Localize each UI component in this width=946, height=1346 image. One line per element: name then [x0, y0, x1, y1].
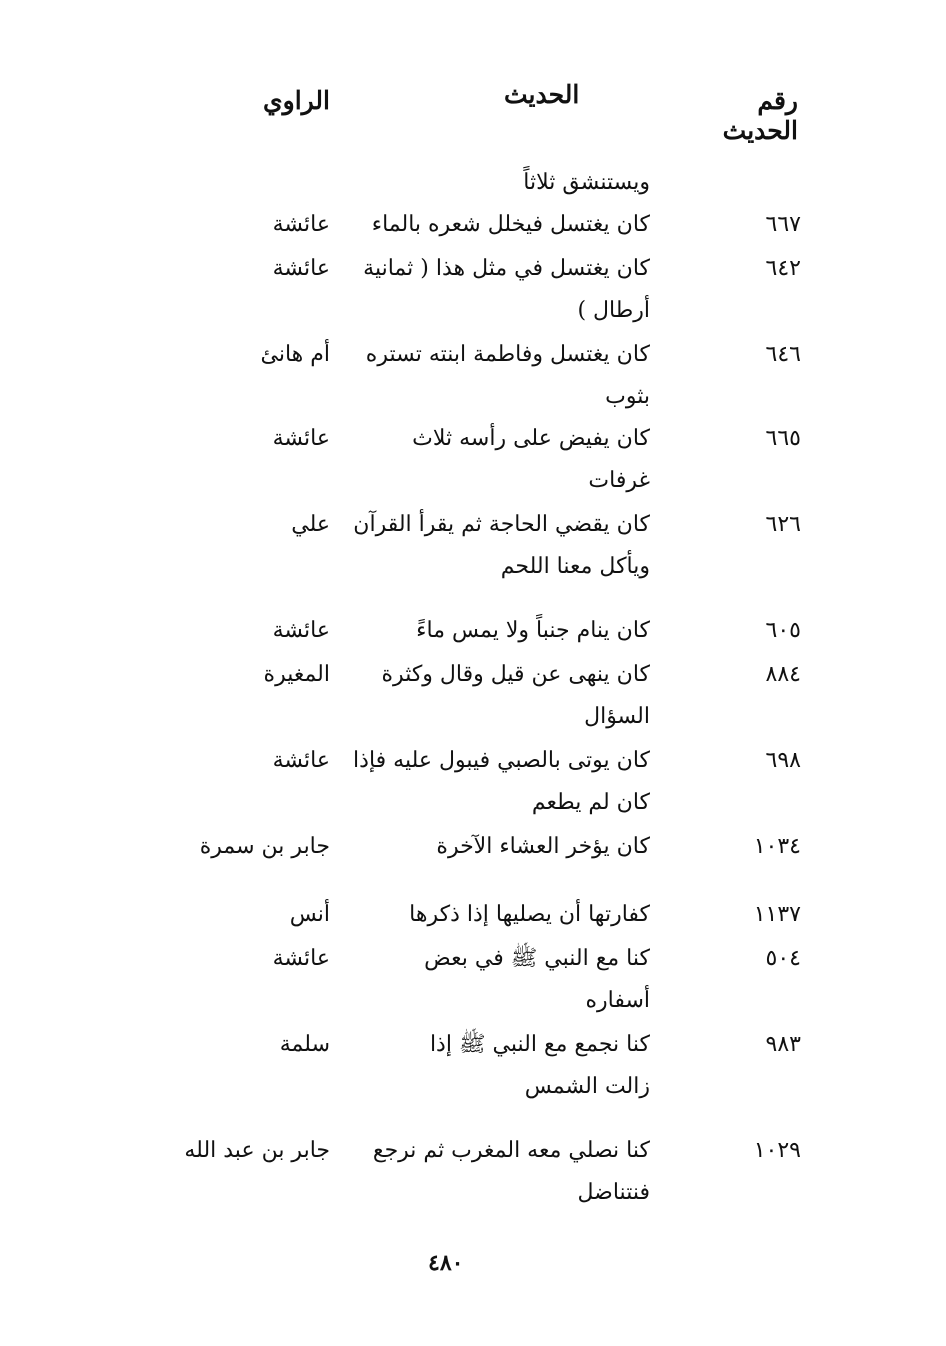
hadith-text-line: كان يوتى بالصبي فيبول عليه فإذا	[353, 748, 650, 773]
hadith-text-line: كان يفيض على رأسه ثلاث	[412, 426, 650, 451]
narrator-name: عائشة	[272, 212, 330, 237]
hadith-text-line: السؤال	[584, 704, 650, 729]
hadith-text-line: كان يغتسل وفاطمة ابنته تستره	[365, 342, 650, 367]
hadith-number: ٦٦٥	[765, 426, 801, 451]
hadith-number: ٩٨٣	[765, 1032, 801, 1057]
narrator-name: عائشة	[272, 256, 330, 281]
narrator-name: المغيرة	[263, 662, 330, 687]
hadith-number: ٦٩٨	[765, 748, 801, 773]
hadith-text-line: كان ينام جنباً ولا يمس ماءً	[416, 618, 650, 643]
header-number-line2: الحديث	[722, 116, 798, 145]
narrator-name: عائشة	[272, 946, 330, 971]
hadith-number: ٨٨٤	[765, 662, 801, 687]
narrator-name: علي	[291, 512, 330, 537]
narrator-name: جابر بن عبد الله	[184, 1138, 330, 1163]
hadith-number: ٦٢٦	[765, 512, 801, 537]
hadith-text-line: كان يقضي الحاجة ثم يقرأ القرآن	[353, 512, 650, 537]
hadith-number: ٦٠٥	[765, 618, 801, 643]
narrator-name: عائشة	[272, 426, 330, 451]
hadith-text-line: كان لم يطعم	[531, 790, 650, 815]
header-number-line1: رقم	[757, 86, 798, 115]
hadith-text-line: كان يغتسل في مثل هذا ( ثمانية	[363, 256, 650, 281]
hadith-text-line: كفارتها أن يصليها إذا ذكرها	[409, 902, 650, 927]
hadith-text-line: زالت الشمس	[524, 1074, 650, 1099]
hadith-text-line: أسفاره	[585, 988, 650, 1013]
hadith-text-line: كنا نجمع مع النبي ﷺ إذا	[429, 1032, 650, 1057]
hadith-text-line: كنا مع النبي ﷺ في بعض	[424, 946, 650, 971]
hadith-text-line: ويستنشق ثلاثاً	[523, 170, 650, 195]
hadith-number: ١٠٢٩	[753, 1138, 801, 1163]
hadith-text-line: فنتناضل	[577, 1180, 650, 1205]
hadith-text-line: كان يغتسل فيخلل شعره بالماء	[371, 212, 650, 237]
hadith-text-line: ويأكل معنا اللحم	[500, 554, 650, 579]
hadith-text-line: أرطال )	[577, 298, 650, 323]
page-number: ٤٨٠	[428, 1250, 464, 1276]
hadith-number: ٥٠٤	[765, 946, 801, 971]
header-hadith-number	[718, 86, 798, 146]
hadith-text-line: غرفات	[588, 468, 650, 493]
narrator-name: أنس	[289, 902, 330, 927]
hadith-text-line: بثوب	[605, 384, 650, 409]
narrator-name: سلمة	[279, 1032, 330, 1057]
narrator-name: عائشة	[272, 748, 330, 773]
header-hadith: الحديث	[504, 80, 580, 109]
hadith-number: ٦٦٧	[765, 212, 801, 237]
hadith-number: ١١٣٧	[753, 902, 801, 927]
header-narrator: الراوي	[263, 86, 330, 115]
hadith-text-line: كنا نصلي معه المغرب ثم نرجع	[372, 1138, 650, 1163]
hadith-number: ١٠٣٤	[753, 834, 801, 859]
hadith-text-line: كان يؤخر العشاء الآخرة	[436, 834, 650, 859]
hadith-text-line: كان ينهى عن قيل وقال وكثرة	[381, 662, 650, 687]
hadith-number: ٦٤٢	[765, 256, 801, 281]
narrator-name: جابر بن سمرة	[199, 834, 330, 859]
narrator-name: أم هانئ	[260, 342, 330, 367]
hadith-number: ٦٤٦	[765, 342, 801, 367]
narrator-name: عائشة	[272, 618, 330, 643]
